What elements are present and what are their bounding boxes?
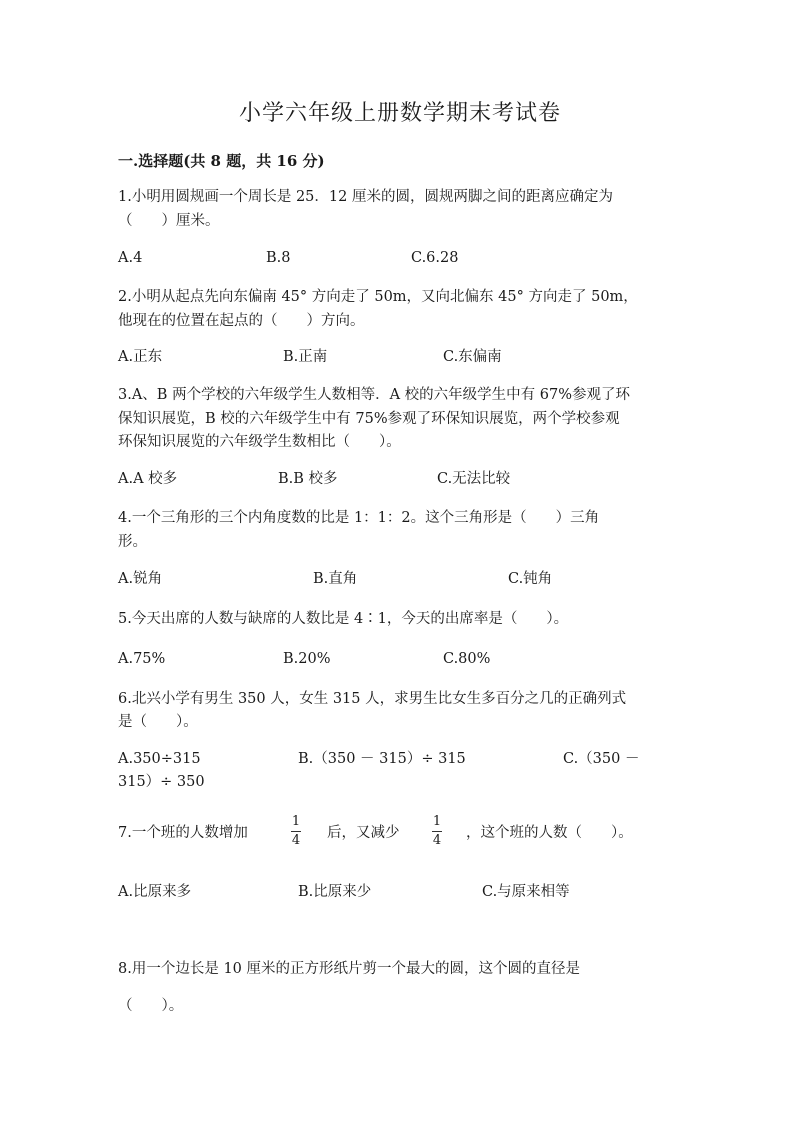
question-5-line-1: 5.今天出席的人数与缺席的人数比是 4∶1，今天的出席率是（ ）。 — [118, 611, 569, 627]
question-5-option-b: B.20% — [283, 651, 331, 667]
question-6-option-c: C.（350 － — [563, 751, 640, 767]
question-3-line-1: 3.A、B 两个学校的六年级学生人数相等．A 校的六年级学生中有 67%参观了环 — [118, 387, 630, 403]
question-4-option-a: A.锐角 — [118, 571, 163, 587]
section-heading: 一.选择题(共 8 题，共 16 分) — [118, 152, 325, 170]
question-3-line-2: 保知识展览，B 校的六年级学生中有 75%参观了环保知识展览，两个学校参观 — [118, 411, 620, 427]
question-7-part-2: 后，又减少 — [327, 825, 400, 841]
fraction-2-denominator: 4 — [432, 833, 442, 848]
question-3-option-b: B.B 校多 — [278, 471, 338, 487]
question-6-line-2: 是（ ）。 — [118, 714, 198, 730]
question-1-option-c: C.6.28 — [411, 250, 459, 266]
fraction-1-numerator: 1 — [291, 814, 301, 829]
question-6-line-1: 6.北兴小学有男生 350 人，女生 315 人，求男生比女生多百分之几的正确列式 — [118, 691, 627, 707]
fraction-one-quarter-1 — [289, 814, 303, 849]
question-4-line-1: 4.一个三角形的三个内角度数的比是 1：1：2。这个三角形是（ ）三角 — [118, 510, 600, 526]
question-4-option-b: B.直角 — [313, 571, 358, 587]
question-1-line-2: （ ）厘米。 — [118, 213, 220, 229]
question-7-option-a: A.比原来多 — [118, 884, 192, 900]
fraction-2-numerator: 1 — [432, 814, 442, 829]
fraction-1-denominator: 4 — [291, 833, 301, 848]
question-2-line-2: 他现在的位置在起点的（ ）方向。 — [118, 313, 365, 329]
question-2-option-b: B.正南 — [283, 349, 328, 365]
question-1-option-b: B.8 — [266, 250, 291, 266]
page-title: 小学六年级上册数学期末考试卷 — [238, 101, 561, 126]
question-2-line-1: 2.小明从起点先向东偏南 45° 方向走了 50m，又向北偏东 45° 方向走了 50m， — [118, 289, 638, 305]
question-6-option-c-continued: 315）÷ 350 — [118, 774, 205, 790]
question-4-line-2: 形。 — [118, 534, 147, 550]
question-7-option-c: C.与原来相等 — [482, 884, 570, 900]
question-6-option-a: A.350÷315 — [118, 751, 201, 767]
question-3-option-a: A.A 校多 — [118, 471, 178, 487]
fraction-one-quarter-2 — [430, 814, 444, 849]
question-1-line-1: 1.小明用圆规画一个周长是 25．12 厘米的圆，圆规两脚之间的距离应确定为 — [118, 189, 613, 205]
question-2-option-c: C.东偏南 — [443, 349, 502, 365]
fraction-2-bar — [432, 831, 442, 832]
question-5-option-a: A.75% — [118, 651, 166, 667]
question-4-option-c: C.钝角 — [508, 571, 553, 587]
question-7-part-1: 7.一个班的人数增加 — [118, 825, 248, 841]
fraction-1-bar — [291, 831, 301, 832]
question-8-line-2: （ ）。 — [118, 998, 184, 1014]
question-8-line-1: 8.用一个边长是 10 厘米的正方形纸片剪一个最大的圆，这个圆的直径是 — [118, 961, 581, 977]
question-3-line-3: 环保知识展览的六年级学生数相比（ ）。 — [118, 434, 401, 450]
question-3-option-c: C.无法比较 — [437, 471, 511, 487]
question-1-option-a: A.4 — [118, 250, 143, 266]
question-7-option-b: B.比原来少 — [298, 884, 372, 900]
question-5-option-c: C.80% — [443, 651, 491, 667]
question-2-option-a: A.正东 — [118, 349, 163, 365]
question-6-option-b: B.（350 － 315）÷ 315 — [298, 751, 466, 767]
question-7-part-3: ，这个班的人数（ ）。 — [466, 825, 633, 841]
